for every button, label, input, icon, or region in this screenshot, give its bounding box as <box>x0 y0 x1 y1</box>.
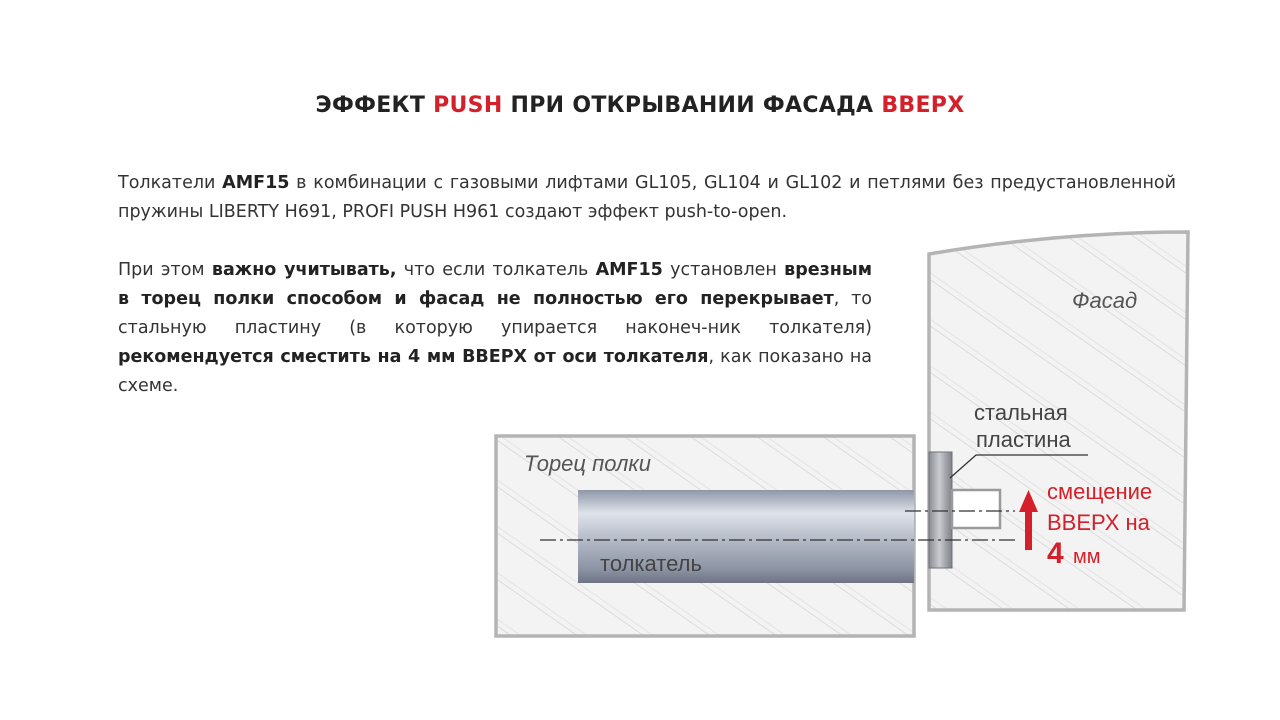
shift-label-line1: смещение <box>1047 479 1153 504</box>
note-text-5: , как показано на схеме. <box>118 347 872 396</box>
intro-text-2: в комбинации с газовыми лифтами GL105, GL104 и GL102 и петлями без предустановленной пружины LIBERTY H691, PROFI PUSH H961 создают эффект push-to-open. <box>118 173 1176 222</box>
shift-label-line2: ВВЕРХ на <box>1047 510 1150 535</box>
pusher-tip <box>952 490 1000 528</box>
plate-label-line2: пластина <box>976 427 1071 452</box>
plate-label-line1: стальная <box>974 400 1068 425</box>
note-text-2: что если толкатель <box>396 260 596 280</box>
title-part2: ПРИ ОТКРЫВАНИИ ФАСАДА <box>502 93 882 118</box>
note-bold-3: врезным в торец полки способом и фасад не полностью его перекрывает <box>118 260 872 309</box>
note-bold-4: рекомендуется сместить на 4 мм ВВЕРХ от оси толкателя <box>118 347 709 367</box>
pusher-label: толкатель <box>600 551 702 576</box>
intro-text-1: Толкатели <box>118 173 223 193</box>
note-text-3: установлен <box>662 260 785 280</box>
shift-unit: мм <box>1073 546 1101 568</box>
note-bold-2: AMF15 <box>595 260 663 280</box>
note-bold-1: важно учитывать, <box>211 260 397 280</box>
steel-plate <box>929 452 952 568</box>
intro-product-name: AMF15 <box>222 173 290 193</box>
note-text-1: При этом <box>118 260 212 280</box>
title-accent-up: ВВЕРХ <box>881 93 965 118</box>
note-text-4: , то стальную пластину (в которую упирается наконеч-ник толкателя) <box>118 289 872 338</box>
title-accent-push: PUSH <box>433 93 503 118</box>
facade-label: Фасад <box>1072 288 1138 313</box>
shelf-label: Торец полки <box>524 451 651 476</box>
shift-value: 4 <box>1047 537 1064 570</box>
title-part1: ЭФФЕКТ <box>315 93 434 118</box>
